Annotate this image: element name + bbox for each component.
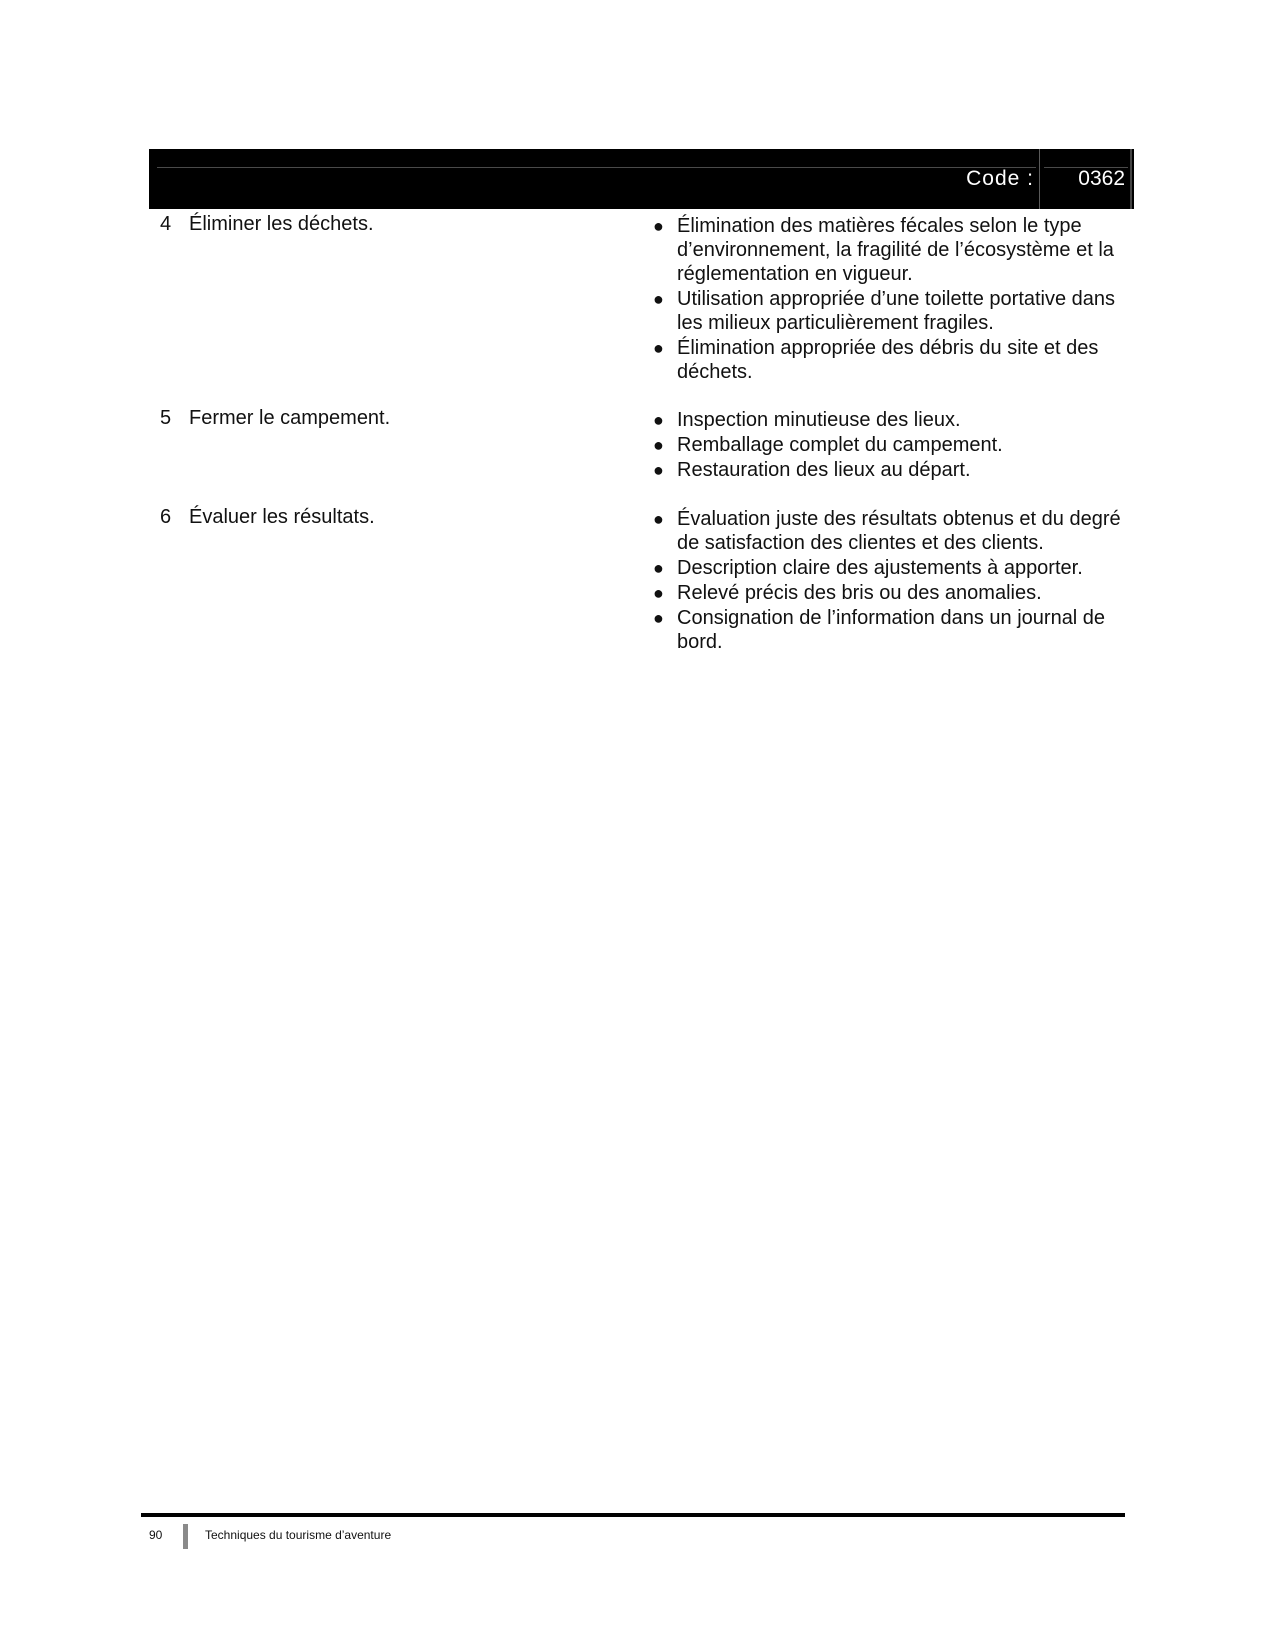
page-number: 90: [149, 1528, 163, 1542]
bullet-icon: ●: [653, 460, 664, 480]
element-number: 4: [160, 213, 172, 235]
bullet-icon: ●: [653, 435, 664, 455]
criterion-item: [653, 214, 1133, 286]
criterion-text: Évaluation juste des résultats obtenus et du degré de satisfaction des clientes et des clients.: [677, 508, 1121, 554]
criterion-text: Élimination appropriée des débris du site et des déchets.: [677, 337, 1099, 383]
bullet-icon: ●: [653, 410, 664, 430]
bullet-icon: ●: [653, 583, 664, 603]
performance-criteria-list: [653, 214, 1133, 385]
criterion-text: Élimination des matières fécales selon le type d’environnement, la fragilité de l’écosystème et la réglementation en vigueur.: [677, 215, 1114, 285]
element-of-competency: [160, 212, 374, 236]
bullet-icon: ●: [653, 289, 664, 309]
code-value: 0362: [1078, 167, 1125, 190]
criterion-item: [653, 606, 1133, 654]
criterion-text: Restauration des lieux au départ.: [677, 459, 971, 481]
bullet-icon: ●: [653, 338, 664, 358]
footer-separator-mark: [183, 1524, 188, 1549]
element-number: 6: [160, 506, 172, 528]
criterion-text: Utilisation appropriée d’une toilette portative dans les milieux particulièrement fragiles.: [677, 288, 1116, 334]
element-text: Évaluer les résultats.: [189, 506, 375, 528]
header-right-edge: [1130, 149, 1132, 209]
criterion-item: [653, 408, 1133, 432]
header-rule: [157, 167, 1036, 168]
element-text: Éliminer les déchets.: [189, 213, 374, 235]
criterion-text: Relevé précis des bris ou des anomalies.: [677, 582, 1042, 604]
criterion-item: [653, 287, 1133, 335]
criterion-text: Description claire des ajustements à apporter.: [677, 557, 1083, 579]
criterion-item: [653, 433, 1133, 457]
element-number: 5: [160, 407, 172, 429]
element-of-competency: [160, 505, 375, 529]
criterion-text: Inspection minutieuse des lieux.: [677, 409, 961, 431]
element-text: Fermer le campement.: [189, 407, 391, 429]
footer-rule: [141, 1513, 1125, 1517]
performance-criteria-list: [653, 507, 1133, 655]
criterion-text: Remballage complet du campement.: [677, 434, 1003, 456]
code-header-bar: [149, 149, 1134, 209]
element-of-competency: [160, 406, 390, 430]
bullet-icon: ●: [653, 216, 664, 236]
bullet-icon: ●: [653, 558, 664, 578]
header-divider: [1039, 149, 1040, 209]
criterion-item: [653, 458, 1133, 482]
criterion-item: [653, 336, 1133, 384]
footer-document-title: Techniques du tourisme d’aventure: [205, 1528, 392, 1542]
bullet-icon: ●: [653, 509, 664, 529]
criterion-item: [653, 507, 1133, 555]
code-label: Code :: [966, 167, 1034, 190]
performance-criteria-list: [653, 408, 1133, 483]
criterion-text: Consignation de l’information dans un journal de bord.: [677, 607, 1106, 653]
bullet-icon: ●: [653, 608, 664, 628]
criterion-item: [653, 556, 1133, 580]
criterion-item: [653, 581, 1133, 605]
